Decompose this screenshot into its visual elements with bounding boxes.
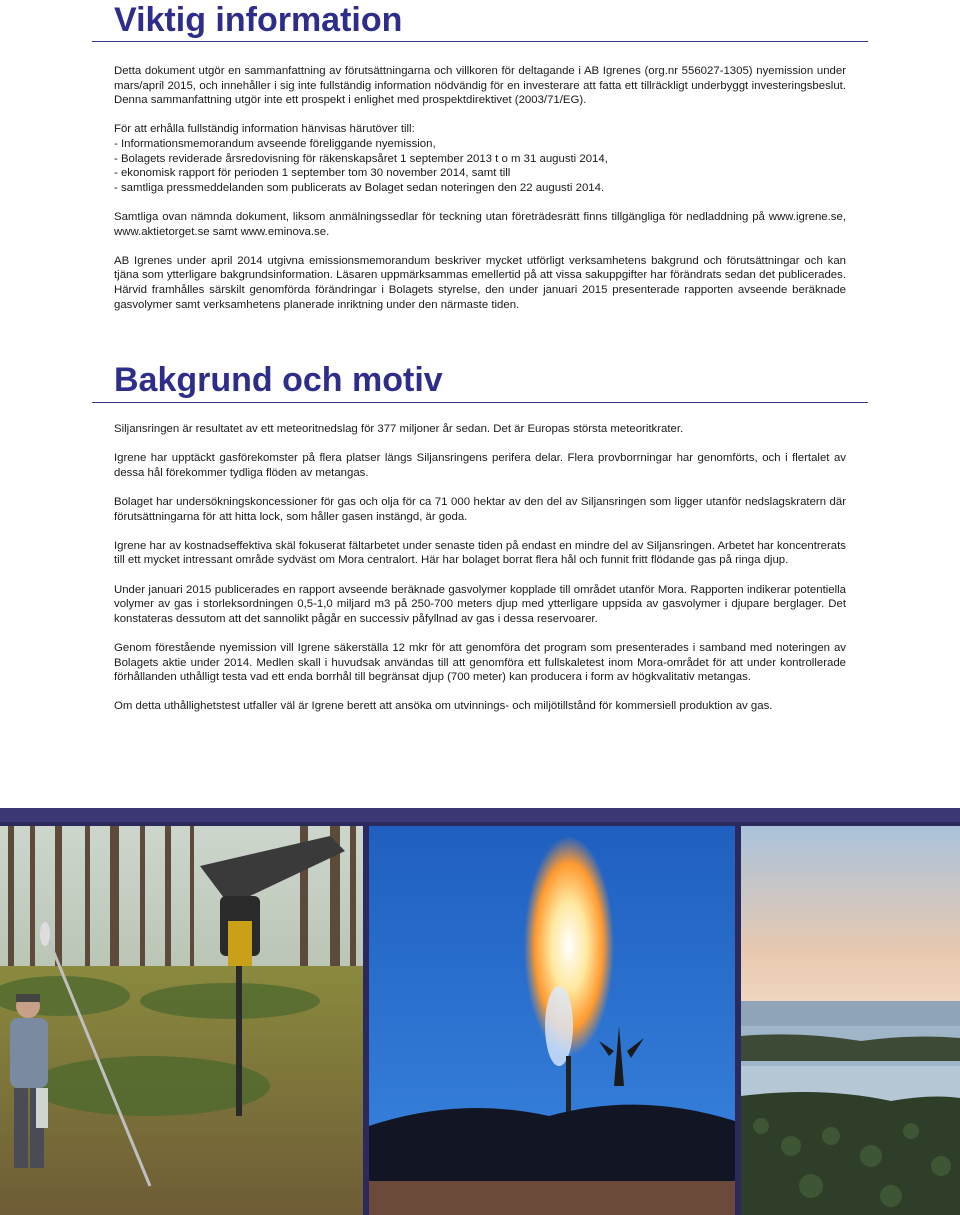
list-item: - ekonomisk rapport för perioden 1 september tom 30 november 2014, samt till — [114, 167, 511, 180]
gas-flare-photo — [369, 826, 735, 1215]
memorandum-paragraph: AB Igrenes under april 2014 utgivna emissionsmemorandum beskriver mycket utförligt verksamhetens bakgrund och förutsättningar och kan tjäna som ytterligare bakgrundsinformation. Läsaren uppmärksammas emellertid på att vissa sakuppgifter har förändrats sedan det publicerades. Härvid framhålles särskilt genomförda förändringar i Bolagets styrelse, den under januari 2015 presenterade rapporten avseende beräknade gasvolymer samt verksamhetens planerade inriktning under den närmaste tiden. — [114, 254, 846, 311]
summary-paragraph: Detta dokument utgör en sammanfattning av förutsättningarna och villkoren för deltagande i AB Igrenes (org.nr 556027-1305) nyemission under mars/april 2015, och innehåller i sig inte fullständig information nödvändig för en investerare att fatta ett tillräckligt underbyggt investeringsbeslut. Denna sammanfattning utgör inte ett prospekt i enlighet med prospektdirektivet (2003/71/EG). — [114, 65, 846, 107]
title-rule — [92, 41, 868, 42]
background-paragraph: Siljansringen är resultatet av ett meteoritnedslag för 377 miljoner år sedan. Det är Europas största meteoritkrater. — [114, 423, 684, 435]
title-rule — [92, 402, 868, 403]
list-item: - Bolagets reviderade årsredovisning för räkenskapsåret 1 september 2013 t o m 31 augusti 2014, — [114, 152, 608, 165]
list-item: - Informationsmemorandum avseende föreliggande nyemission, — [114, 137, 436, 150]
important-info-text — [114, 64, 846, 312]
background-paragraph: Under januari 2015 publicerades en rapport avseende beräknade gasvolymer kopplade till området utanför Mora. Rapporten indikerar potentiella volymer av gas i storleksordningen 0,5-1,0 miljard m3 på 250-700 meters djup med ytterligare uppsida av gasvolymer i djupare berglager. Det konstateras dessutom att det sannolikt pågår en successiv påfyllnad av gas i dessa reservoarer. — [114, 583, 846, 625]
forest-drilling-photo — [0, 826, 363, 1215]
downloads-paragraph: Samtliga ovan nämnda dokument, liksom anmälningssedlar för teckning utan företrädesrätt finns tillgängliga för nedladdning på www.igrene.se, www.aktietorget.se samt www.eminova.se. — [114, 210, 846, 238]
photo-band-top-strip — [0, 808, 960, 822]
background-paragraph: Igrene har av kostnadseffektiva skäl fokuserat fältarbetet under senaste tiden på endast en mindre del av Siljansringen. Arbetet har koncentrerats till ett mycket intressant område sydväst om Mora centralort. Här har bolaget borrat flera hål och funnit fritt flödande gas på ringa djup. — [114, 539, 846, 567]
background-paragraph: Bolaget har undersökningskoncessioner för gas och olja för ca 71 000 hektar av den del av Siljansringen som ligger utanför nedslagskratern där förutsättningarna för att hitta lock, som håller gasen instängd, är goda. — [114, 495, 846, 523]
background-text — [114, 422, 846, 714]
section-title-bakgrund-och-motiv: Bakgrund och motiv — [114, 361, 443, 399]
section-title-viktig-information: Viktig information — [114, 1, 403, 39]
background-paragraph: Om detta uthållighetstest utfaller väl är Igrene berett att ansöka om utvinnings- och miljötillstånd för kommersiell produktion av gas. — [114, 700, 773, 713]
list-item: - samtliga pressmeddelanden som publicerats av Bolaget sedan noteringen den 22 augusti 2014. — [114, 181, 605, 194]
background-paragraph: Igrene har upptäckt gasförekomster på flera platser längs Siljansringens perifera delar. Flera provborrningar har genomförts, och i flertalet av dessa hål förekommer tydliga flöden av metangas. — [114, 452, 846, 479]
reference-list — [114, 137, 846, 195]
lake-landscape-photo — [741, 826, 960, 1215]
references-intro: För att erhålla fullständig information hänvisas härutöver till: — [114, 123, 415, 136]
background-paragraph: Genom förestående nyemission vill Igrene säkerställa 12 mkr för att genomföra det program som presenterades i samband med noteringen av Bolagets aktie under 2014. Medlen skall i huvudsak användas till att genomföra ett fullskaletest inom Mora-området för att under kontrollerade förhållanden uthålligt testa vad ett enda borrhål till begränsat djup (700 meter) kan producera i form av högkvalitativ metangas. — [114, 641, 846, 684]
